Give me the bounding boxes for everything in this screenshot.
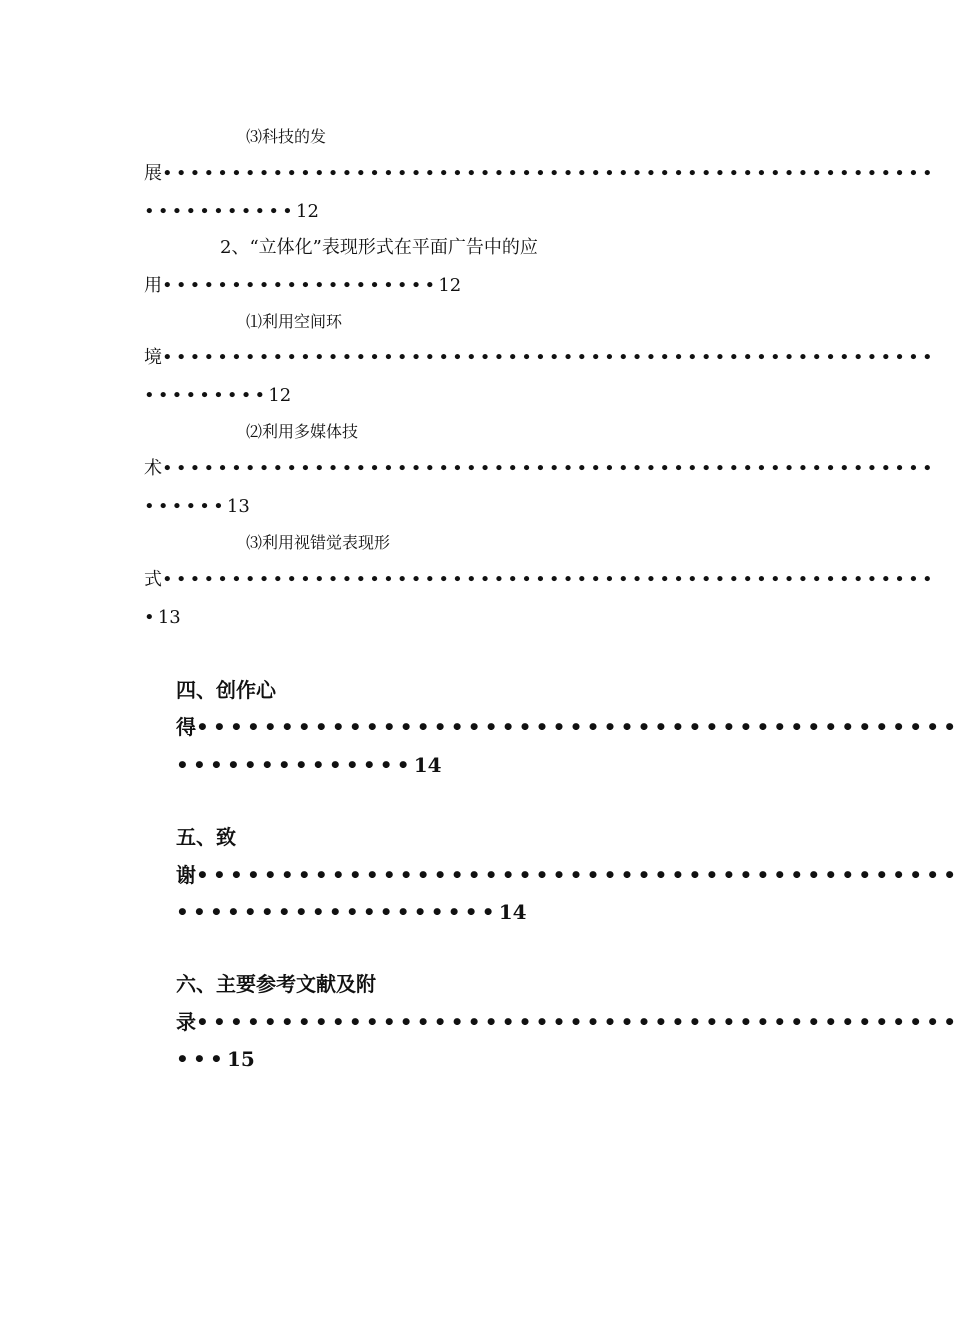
- toc-section-leader-end: ••••••••••••••14: [176, 753, 442, 777]
- toc-entry-label: 2、“立体化”表现形式在平面广告中的应: [220, 237, 538, 258]
- toc-section-leader: 得•••••••••••••••••••••••••••••••••••••••••••••: [176, 715, 960, 739]
- toc-entry-leader-end: •••••••••••12: [144, 201, 319, 222]
- toc-entry-label: ⑵利用多媒体技: [246, 422, 359, 441]
- toc-entry-leader-end: ••••••13: [144, 496, 250, 517]
- toc-page-number: 14: [413, 753, 442, 777]
- toc-entry-label: ⑶科技的发: [246, 127, 327, 146]
- toc-section-leader-end: •••15: [176, 1047, 255, 1071]
- toc-section-leader-end: •••••••••••••••••••14: [176, 900, 527, 924]
- toc-entry-leader-end: •13: [144, 607, 181, 628]
- toc-section-heading: 五、致: [176, 825, 236, 849]
- toc-entry-leader: 用••••••••••••••••••••12: [144, 275, 462, 296]
- toc-entry-leader: 境••••••••••••••••••••••••••••••••••••••••••••••••••••••••: [144, 347, 936, 368]
- toc-page-number: 15: [226, 1047, 255, 1071]
- toc-entry-leader: 展••••••••••••••••••••••••••••••••••••••••••••••••••••••••: [144, 163, 936, 184]
- toc-entry-label: ⑴利用空间环: [246, 312, 343, 331]
- toc-page-number: 12: [296, 201, 319, 222]
- toc-section-leader: 录•••••••••••••••••••••••••••••••••••••••••••••: [176, 1010, 960, 1034]
- toc-page-number: 13: [157, 607, 181, 628]
- toc-entry-leader: 术••••••••••••••••••••••••••••••••••••••••••••••••••••••••: [144, 458, 936, 479]
- toc-section-leader: 谢•••••••••••••••••••••••••••••••••••••••••••••: [176, 863, 960, 887]
- toc-section-heading: 四、创作心: [176, 678, 276, 702]
- toc-entry-leader: 式••••••••••••••••••••••••••••••••••••••••••••••••••••••••: [144, 569, 936, 590]
- toc-entry-leader-end: •••••••••12: [144, 385, 292, 406]
- toc-section-heading: 六、主要参考文献及附: [176, 972, 376, 996]
- toc-page-number: 12: [438, 275, 462, 296]
- toc-page-number: 14: [498, 900, 527, 924]
- toc-entry-label: ⑶利用视错觉表现形: [246, 533, 391, 552]
- toc-page-number: 13: [226, 496, 250, 517]
- toc-page-number: 12: [268, 385, 292, 406]
